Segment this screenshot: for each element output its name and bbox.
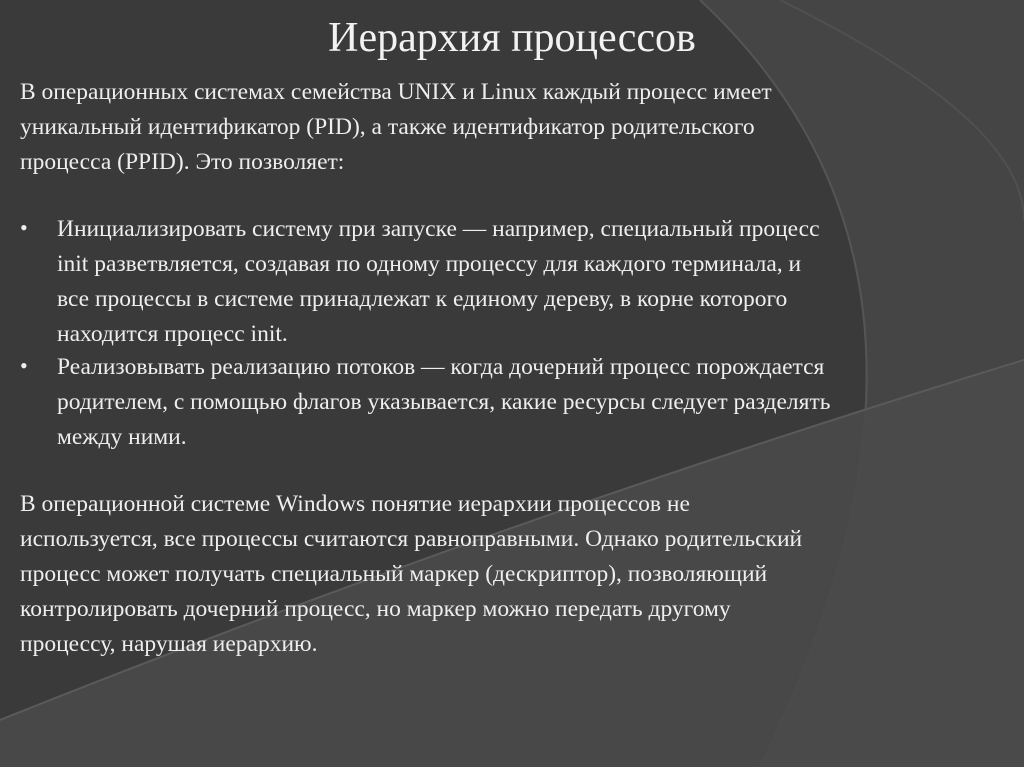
intro-line: В операционных системах семейства UNIX и Linux каждый процесс имеет bbox=[20, 79, 772, 105]
intro-line: процесса (PPID). Это позволяет: bbox=[20, 149, 345, 175]
windows-line: процессу, нарушая иерархию. bbox=[20, 631, 318, 657]
slide-title: Иерархия процессов bbox=[328, 15, 696, 61]
windows-line: В операционной системе Windows понятие иерархии процессов не bbox=[20, 491, 690, 517]
intro-line: уникальный идентификатор (PID), а также идентификатор родительского bbox=[20, 114, 755, 140]
windows-line: процесс может получать специальный маркер (дескриптор), позволяющий bbox=[20, 561, 768, 587]
bullet-line: Инициализировать систему при запуске — например, специальный процесс bbox=[57, 216, 820, 242]
bullet-marker: • bbox=[20, 353, 28, 378]
windows-line: контролировать дочерний процесс, но маркер можно передать другому bbox=[20, 596, 731, 622]
bullet-line: Реализовывать реализацию потоков — когда дочерний процесс порождается bbox=[57, 354, 825, 380]
bullet-line: все процессы в системе принадлежат к единому дереву, в корне которого bbox=[57, 286, 788, 312]
windows-line: используется, все процессы считаются равноправными. Однако родительский bbox=[20, 526, 803, 552]
bullet-line: родителем, с помощью флагов указывается, какие ресурсы следует разделять bbox=[57, 389, 831, 415]
bullet-line: между ними. bbox=[57, 424, 187, 450]
bullet-marker: • bbox=[20, 215, 28, 240]
bullet-line: находится процесс init. bbox=[57, 321, 288, 347]
bullet-line: init разветвляется, создавая по одному процессу для каждого терминала, и bbox=[57, 251, 802, 277]
